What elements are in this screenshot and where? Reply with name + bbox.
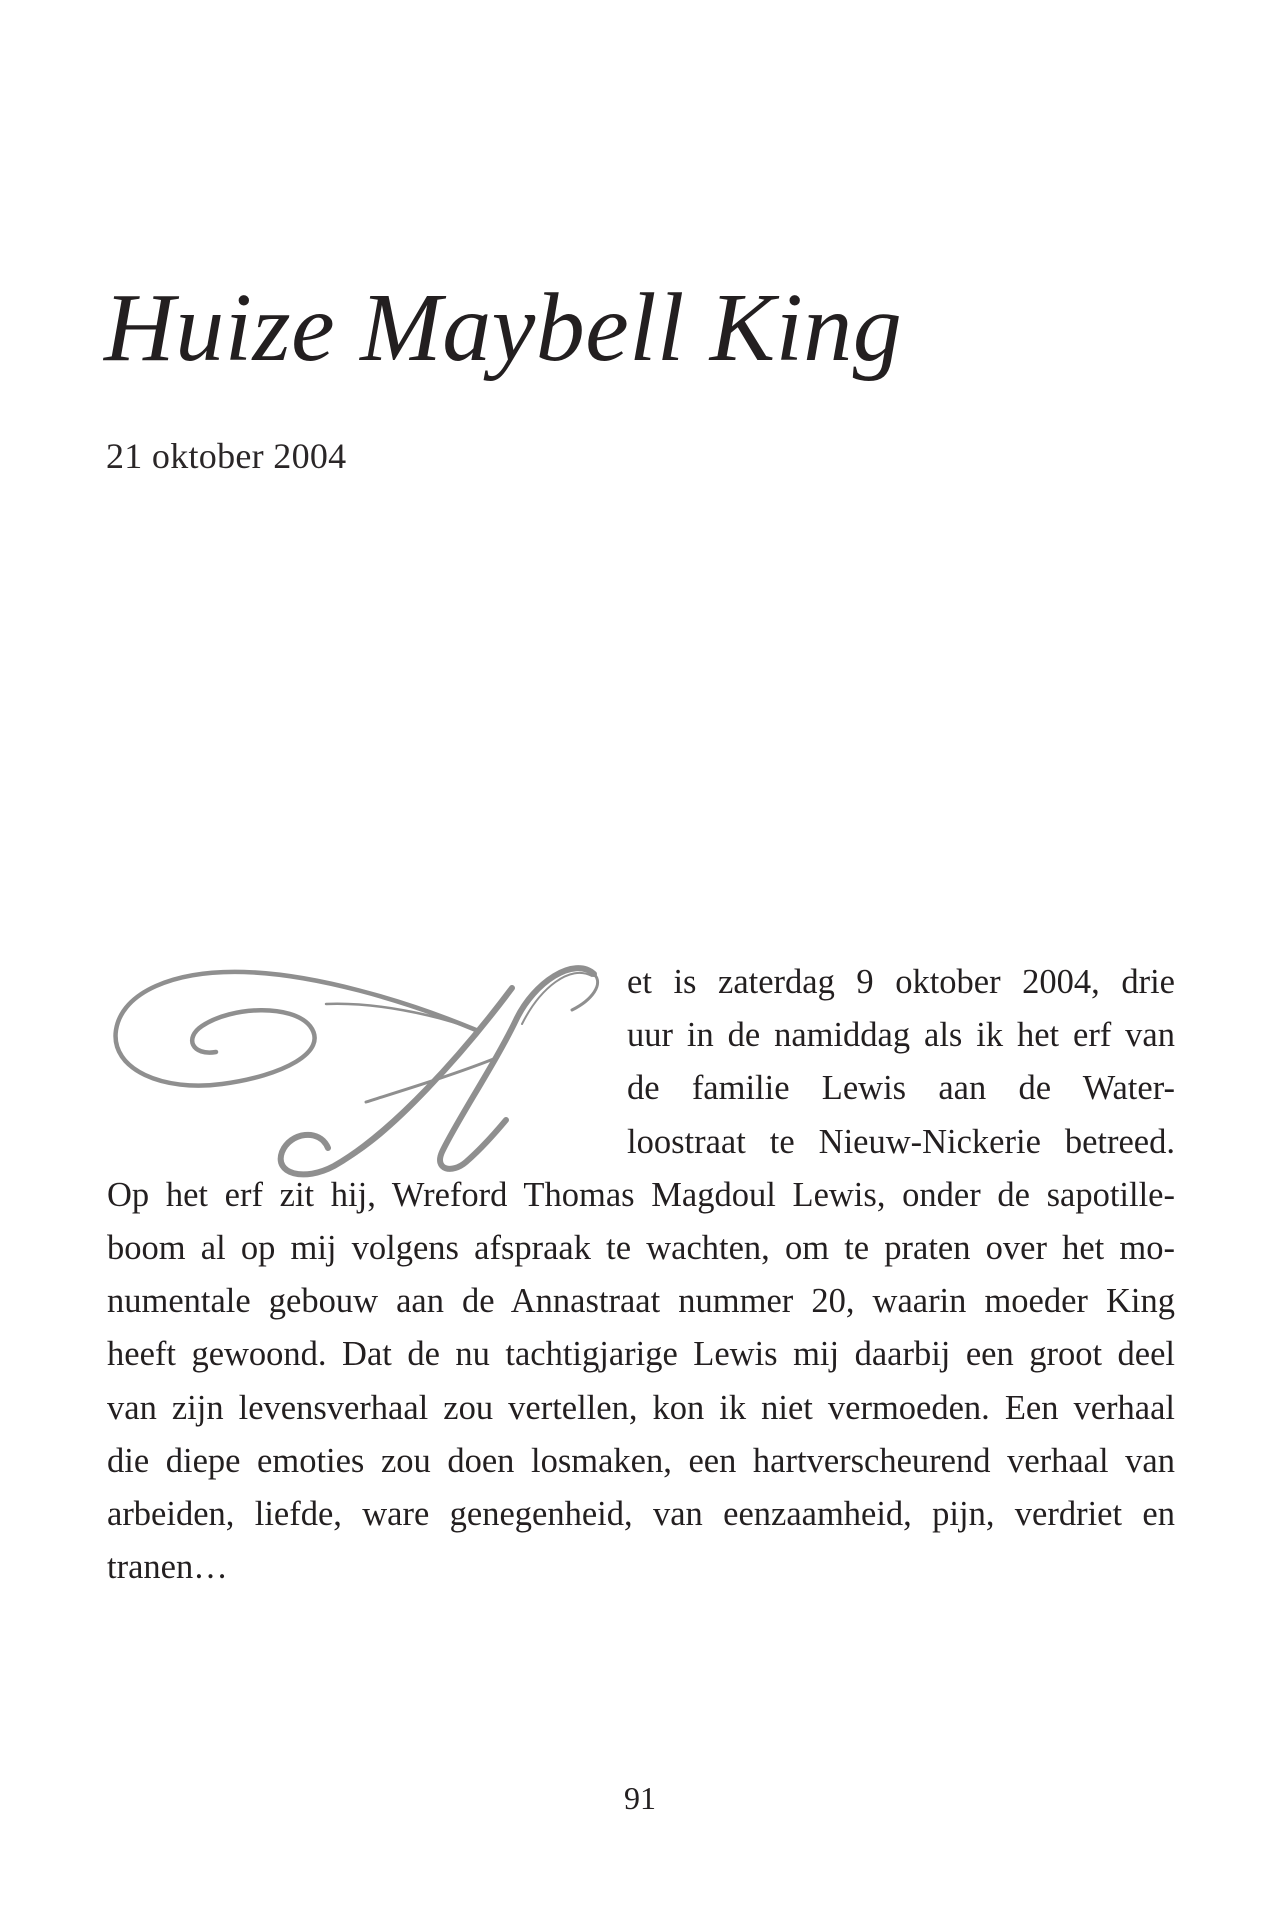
body-line: tranen… — [107, 1548, 228, 1587]
body-line: numentale gebouw aan de Annastraat nummer 20, waarin moeder King — [107, 1282, 1175, 1321]
body-line: van zijn levensverhaal zou vertellen, kon ik niet vermoeden. Een verhaal — [107, 1388, 1175, 1427]
body-line: de familie Lewis aan de Water- — [627, 1069, 1175, 1108]
body-line: uur in de namiddag als ik het erf van — [627, 1016, 1175, 1055]
body-line: loostraat te Nieuw-Nickerie betreed. — [627, 1122, 1175, 1161]
body-line: heeft gewoond. Dat de nu tachtigjarige Lewis mij daarbij een groot deel — [107, 1335, 1175, 1374]
body-paragraph — [107, 956, 1175, 1594]
body-line: et is zaterdag 9 oktober 2004, drie — [627, 963, 1175, 1001]
chapter-title: Huize Maybell King — [104, 274, 903, 382]
body-line: boom al op mij volgens afspraak te wachten, om te praten over het mo- — [107, 1228, 1175, 1267]
chapter-date: 21 oktober 2004 — [106, 436, 347, 476]
body-line: die diepe emoties zou doen losmaken, een hartverscheurend verhaal van — [107, 1441, 1175, 1480]
body-line: arbeiden, liefde, ware genegenheid, van eenzaamheid, pijn, verdriet en — [107, 1494, 1175, 1533]
body-line: Op het erf zit hij, Wreford Thomas Magdoul Lewis, onder de sapotille- — [107, 1175, 1175, 1214]
page-number: 91 — [624, 1780, 656, 1816]
